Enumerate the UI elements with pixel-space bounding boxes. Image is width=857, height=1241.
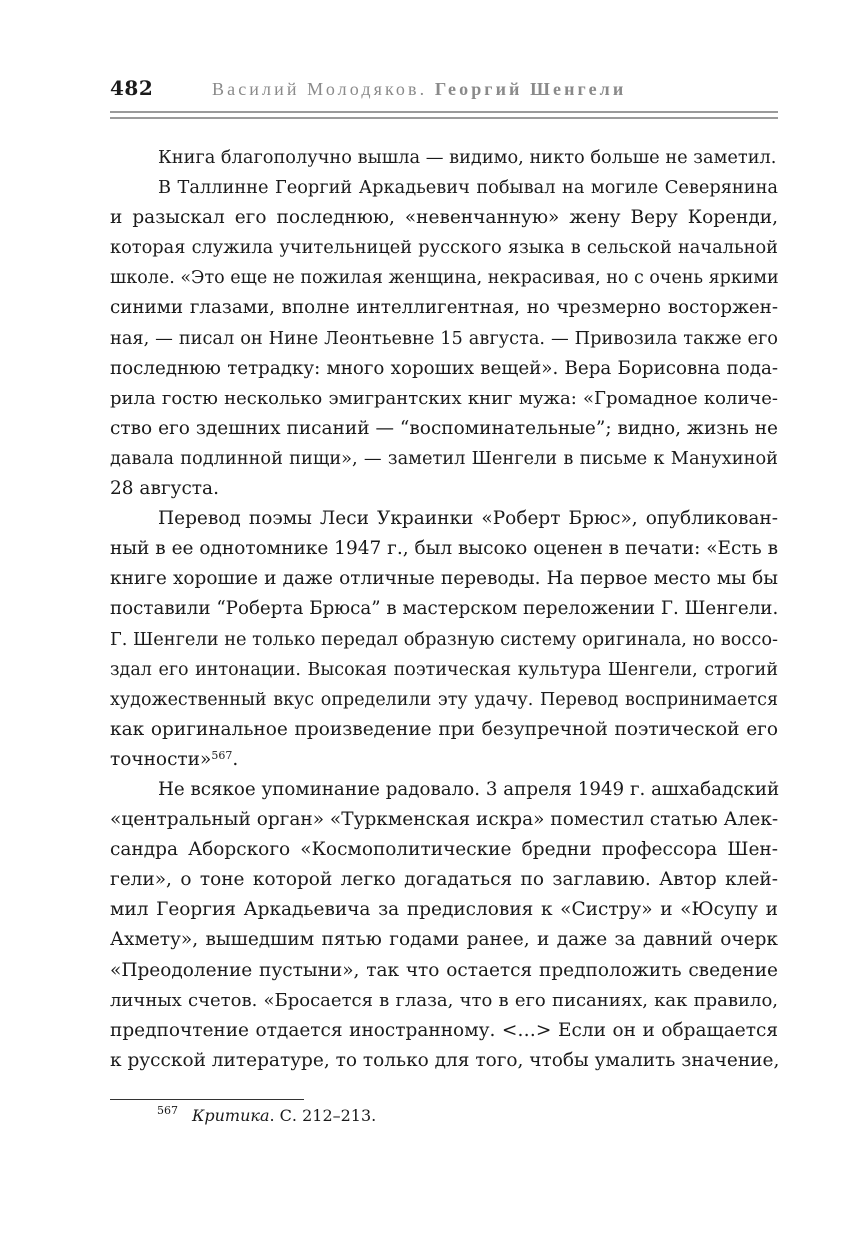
text-line: поставили “Роберта Брюса” в мастерском переложении Г. Шенгели. <box>110 598 779 620</box>
text-line: «центральный орган» «Туркменская искра» поместил статью Алек- <box>110 809 779 831</box>
running-title <box>212 79 626 100</box>
text-line: мил Георгия Аркадьевича за предисловия к «Систру» и «Юсупу и <box>110 899 778 921</box>
text-line-content: точности» <box>110 748 212 770</box>
page-number: 482 <box>110 76 154 100</box>
footnote-reference: 567 <box>211 748 233 762</box>
text-line: давала подлинной пищи», — заметил Шенгели в письме к Манухиной <box>110 448 778 469</box>
text-line: которая служила учительницей русского языка в сельской начальной <box>110 238 778 259</box>
text-line: как оригинальное произведение при безупречной поэтической его <box>110 718 778 740</box>
running-title-author: Василий Молодяков. <box>212 79 428 99</box>
text-line: книге хорошие и даже отличные переводы. На первое место мы бы <box>110 568 778 590</box>
text-line: Не всякое упоминание радовало. 3 апреля 1949 г. ашхабадский <box>158 778 780 800</box>
text-line-end: . <box>232 748 239 770</box>
text-line: В Таллинне Георгий Аркадьевич побывал на могиле Северянина <box>158 178 778 199</box>
text-line: Перевод поэмы Леси Украинки «Роберт Брюс», опубликован- <box>158 508 778 530</box>
text-line: ный в ее однотомнике 1947 г., был высоко оценен в печати: «Есть в <box>110 538 778 560</box>
text-line: Г. Шенгели не только передал образную систему оригинала, но воссо- <box>110 629 778 650</box>
text-line: синими глазами, вполне интеллигентная, но чрезмерно восторжен- <box>110 297 778 319</box>
text-line: ство его здешних писаний — “воспоминательные”; видно, жизнь не <box>110 417 778 439</box>
footnote <box>157 1106 376 1125</box>
footnote-source: Критика <box>192 1106 270 1125</box>
running-header <box>110 74 778 104</box>
text-line: предпочтение отдается иностранному. <…> Если он и обращается <box>110 1019 778 1041</box>
footnote-separator <box>110 1099 304 1100</box>
text-line: рила гостю несколько эмигрантских книг мужа: «Громадное количе- <box>110 387 778 409</box>
header-rule-bottom <box>110 117 778 119</box>
text-line: к русской литературе, то только для того, чтобы умалить значение, <box>110 1049 780 1071</box>
header-rule-top <box>110 111 778 113</box>
text-line: личных счетов. «Бросается в глаза, что в его писаниях, как правило, <box>110 989 778 1011</box>
running-title-book: Георгий Шенгели <box>434 79 627 99</box>
text-line: и разыскал его последнюю, «невенчанную» жену Веру Коренди, <box>110 207 778 229</box>
text-line: гели», о тоне которой легко догадаться по заглавию. Автор клей- <box>110 869 778 891</box>
footnote-pages: . С. 212–213. <box>269 1106 377 1125</box>
text-line: последнюю тетрадку: много хороших вещей». Вера Борисовна пода- <box>110 357 778 379</box>
text-line: сандра Аборского «Космополитические бредни профессора Шен- <box>110 839 778 861</box>
text-line: Ахмету», вышедшим пятью годами ранее, и даже за давний очерк <box>110 929 778 951</box>
body-text <box>110 143 778 1076</box>
text-line: художественный вкус определили эту удачу. Перевод воспринимается <box>110 689 778 710</box>
text-line: Книга благополучно вышла — видимо, никто больше не заметил. <box>158 148 777 168</box>
text-line: школе. «Это еще не пожилая женщина, некрасивая, но с очень яркими <box>110 268 779 289</box>
text-line: 28 августа. <box>110 478 219 500</box>
text-line: «Преодоление пустыни», так что остается предположить сведение <box>110 959 778 981</box>
text-line-with-footnote-ref <box>110 745 778 775</box>
text-line: ная, — писал он Нине Леонтьевне 15 августа. — Привозила также его <box>110 328 778 349</box>
text-line: здал его интонации. Высокая поэтическая культура Шенгели, строгий <box>110 659 778 680</box>
footnote-number: 567 <box>157 1104 178 1117</box>
